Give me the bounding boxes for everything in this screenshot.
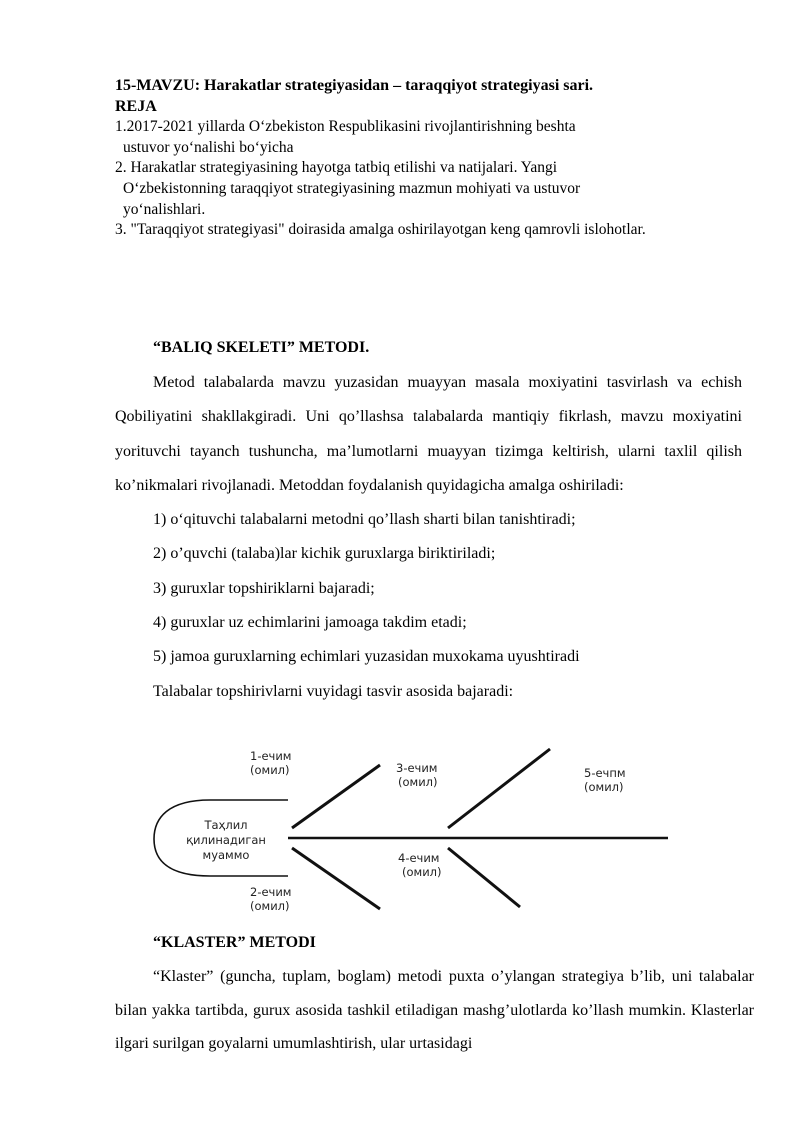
bone-3 [448, 749, 550, 828]
head-label-line-2: қилинадиган [186, 833, 266, 847]
baliq-section [115, 330, 742, 709]
solution-3-label: 3-ечим [396, 761, 438, 775]
lesson-plan [115, 76, 760, 241]
solution-4-label: 4-ечим [398, 851, 440, 865]
topic-title: 15-MAVZU: Harakatlar strategiyasidan – taraqqiyot strategiyasi sari. [115, 77, 594, 94]
solution-4-sub: (омил) [402, 865, 442, 879]
solution-5-label: 5-ечпм [584, 766, 626, 780]
klaster-section [115, 926, 754, 1061]
head-label-line-1: Таҳлил [204, 818, 248, 832]
figure-intro: Talabalar topshirivlarni vuyidagi tasvir asosida bajaradi: [153, 682, 514, 700]
plan-item-2-line-3: yo‘nalishlari. [123, 200, 206, 218]
plan-item-1-line-1: 1.2017-2021 yillarda O‘zbekiston Respublikasini rivojlantirishning beshta [115, 118, 576, 136]
plan-item-2-line-1: 2. Harakatlar strategiyasining hayotga tatbiq etilishi va natijalari. Yangi [115, 159, 558, 177]
plan-heading: REJA [115, 97, 157, 115]
solution-2-label: 2-ечим [250, 885, 292, 899]
klaster-heading: “KLASTER” METODI [153, 934, 316, 951]
klaster-paragraph: “Klaster” (guncha, tuplam, boglam) metodi puxta o’ylangan strategiya b’lib, uni talabalar bilan yakka tartibda, gurux asosida tashkil etiladigan mashg’ulotlarda ko’llash mumkin. Klasterlar ilgari surilgan goyalarni umumlashtirish, ular urtasidagi [115, 968, 754, 1052]
solution-1-sub: (омил) [250, 763, 290, 777]
step-item: 3) guruxlar topshiriklarni bajaradi; [153, 579, 375, 597]
bone-4 [448, 848, 520, 907]
bone-2 [292, 848, 380, 909]
step-item: 1) o‘qituvchi talabalarni metodni qo’llash sharti bilan tanishtiradi; [153, 511, 576, 529]
step-item: 5) jamoa guruxlarning echimlari yuzasidan muxokama uyushtiradi [153, 648, 580, 666]
step-item: 2) o’quvchi (talaba)lar kichik guruxlarga biriktiriladi; [153, 545, 496, 563]
step-item: 4) guruxlar uz echimlarini jamoaga takdim etadi; [153, 614, 467, 632]
solution-2-sub: (омил) [250, 899, 290, 913]
fishbone-diagram [150, 743, 672, 919]
plan-item-2-line-2: O‘zbekistonning taraqqiyot strategiyasining mazmun mohiyati va ustuvor [123, 179, 581, 197]
head-label-line-3: муаммо [202, 848, 250, 862]
solution-3-sub: (омил) [398, 775, 438, 789]
plan-item-1-line-2: ustuvor yo‘nalishi bo‘yicha [123, 138, 294, 156]
plan-item-3: 3. "Taraqqiyot strategiyasi" doirasida amalga oshirilayotgan keng qamrovli islohotlar. [115, 221, 646, 239]
baliq-paragraph: Metod talabalarda mavzu yuzasidan muayyan masala moxiyatini tasvirlash va echish Qobiliyatini shakllakgiradi. Uni qo’llashsa talabalarda mantiqiy fikrlash, mavzu moxiyatini yorituvchi tayanch tushuncha, ma’lumotlarni muayyan tizimga keltirish, ularni taxlil qilish ko’nikmalari rivojlanadi. Metoddan foydalanish quyidagicha amalga oshiriladi: [115, 374, 742, 494]
solution-1-label: 1-ечим [250, 749, 292, 763]
baliq-heading: “BALIQ SKELETI” METODI. [153, 339, 370, 356]
bone-1 [292, 765, 380, 828]
solution-5-sub: (омил) [584, 780, 624, 794]
